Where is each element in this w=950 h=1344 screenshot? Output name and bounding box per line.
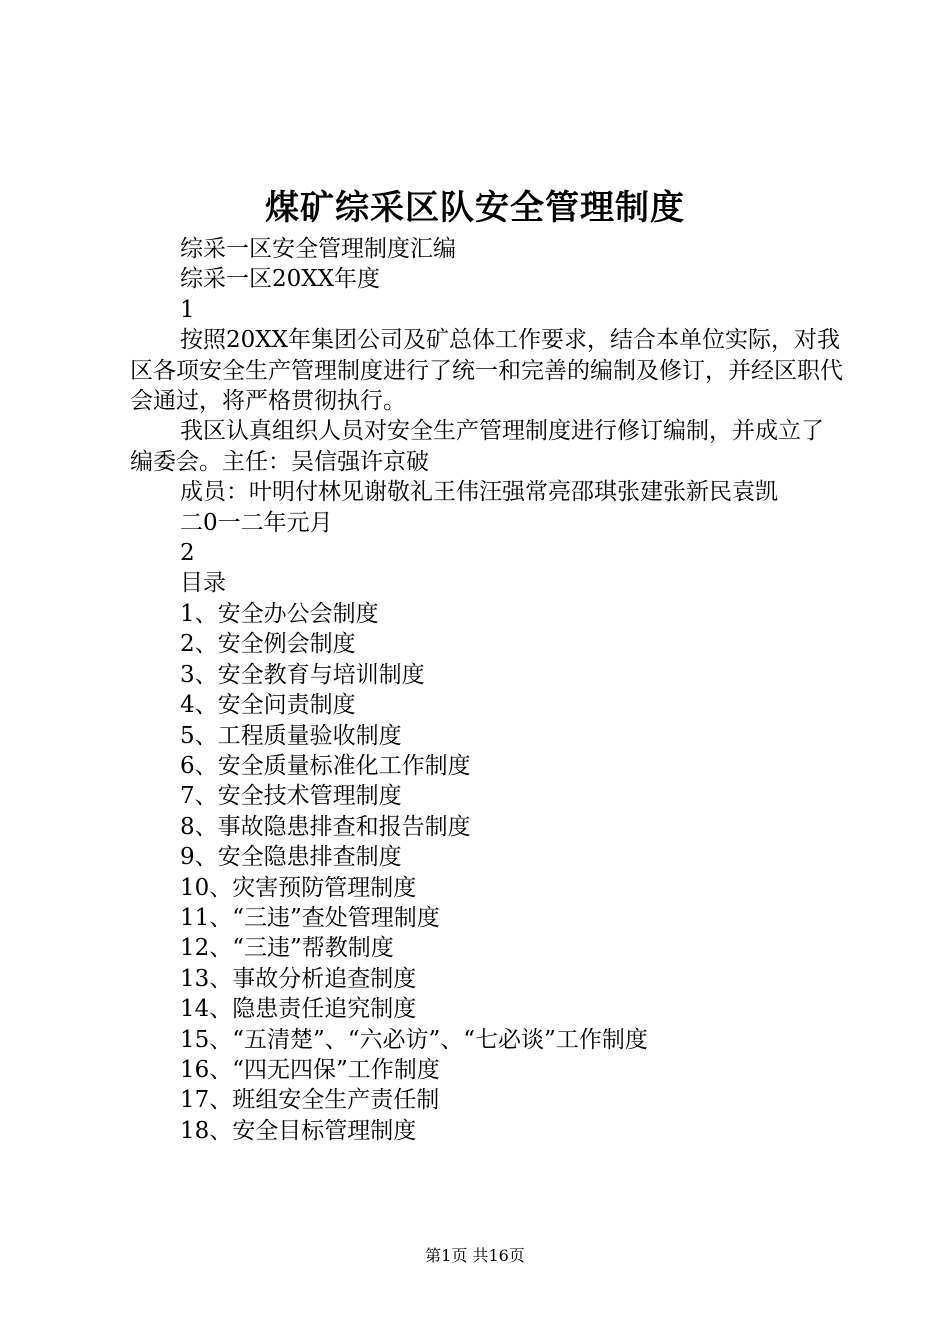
subtitle-year: 综采一区20XX年度 [180, 266, 381, 293]
document-date: 二0一二年元月 [180, 509, 333, 536]
page-marker-1: 1 [180, 296, 195, 323]
committee-paragraph: 我区认真组织人员对安全生产管理制度进行修订编制，并成立了编委会。主任：吴信强许京破 [130, 418, 824, 475]
toc-item: 16、“四无四保”工作制度 [180, 1056, 440, 1083]
toc-item: 2、安全例会制度 [180, 631, 356, 658]
intro-paragraph: 按照20XX年集团公司及矿总体工作要求，结合本单位实际，对我区各项安全生产管理制度进行了统一和完善的编制及修订，并经区职代会通过，将严格贯彻执行。 [130, 327, 843, 415]
toc-item: 13、事故分析追查制度 [180, 965, 417, 992]
table-of-contents [130, 599, 845, 1146]
toc-item: 1、安全办公会制度 [180, 600, 379, 627]
toc-heading: 目录 [180, 570, 226, 597]
toc-item: 11、“三违”查处管理制度 [180, 904, 440, 931]
members-paragraph: 成员：叶明付林见谢敬礼王伟汪强常亮邵琪张建张新民袁凯 [180, 479, 778, 506]
toc-item: 7、安全技术管理制度 [180, 783, 402, 810]
toc-item: 8、事故隐患排查和报告制度 [180, 813, 471, 840]
toc-item: 14、隐患责任追究制度 [180, 996, 417, 1023]
document-title: 煤矿综采区队安全管理制度 [265, 188, 685, 228]
toc-item: 10、灾害预防管理制度 [180, 874, 417, 901]
page-marker-2: 2 [180, 540, 195, 567]
toc-item: 15、“五清楚”、“六必访”、“七必谈”工作制度 [180, 1026, 648, 1053]
toc-item: 9、安全隐患排查制度 [180, 844, 402, 871]
toc-item: 12、“三违”帮教制度 [180, 935, 394, 962]
page-footer: 第1页 共16页 [425, 1246, 525, 1265]
subtitle-compilation: 综采一区安全管理制度汇编 [180, 236, 456, 262]
document-body [130, 234, 845, 1146]
toc-item: 17、班组安全生产责任制 [180, 1087, 440, 1114]
toc-item: 18、安全目标管理制度 [180, 1117, 417, 1144]
toc-item: 3、安全教育与培训制度 [180, 661, 425, 688]
toc-item: 4、安全问责制度 [180, 692, 356, 719]
toc-item: 6、安全质量标准化工作制度 [180, 752, 471, 779]
toc-item: 5、工程质量验收制度 [180, 722, 402, 749]
